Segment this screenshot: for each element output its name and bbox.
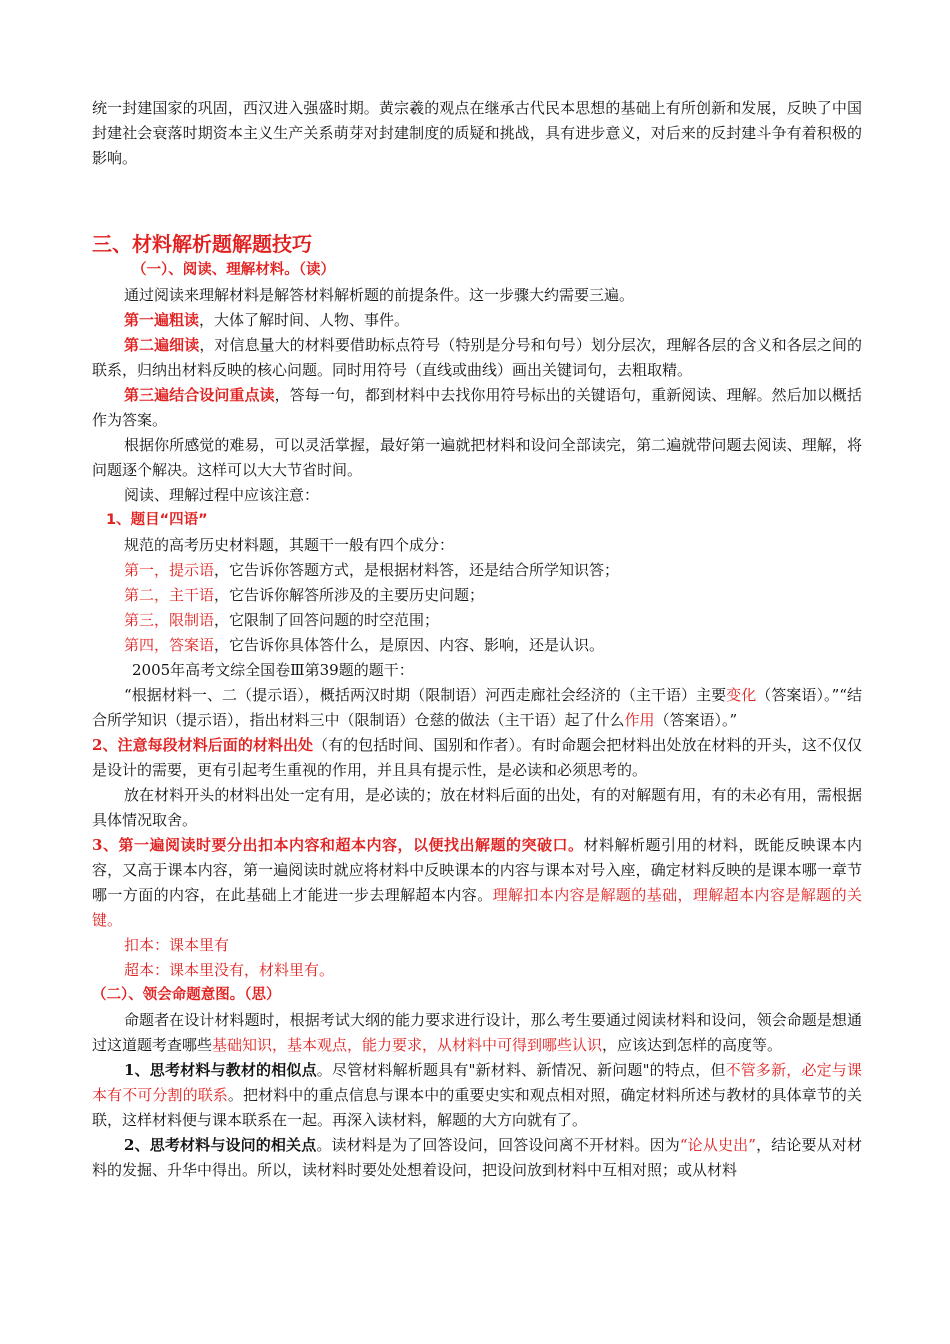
- thinking-intro: 命题者在设计材料题时，根据考试大纲的能力要求进行设计，那么考生要通过阅读材料和设问，领会命题是想通过这道题考查哪些基础知识，基本观点，能力要求，从材料中可得到哪些认识，应该达到怎样的高度等。: [92, 1011, 862, 1054]
- reading-notes-intro: 阅读、理解过程中应该注意：: [124, 486, 320, 504]
- example-title: 2005年高考文综全国卷Ⅲ第39题的题干：: [132, 661, 414, 679]
- four-phrases-label: 第一，提示语: [124, 561, 215, 579]
- four-phrases-label: 第三，限制语: [124, 611, 215, 629]
- four-phrases-label: 第四，答案语: [124, 636, 215, 654]
- point-2-detail: 放在材料开头的材料出处一定有用，是必读的；放在材料后面的出处，有的对解题有用，有的未必有用，需根据具体情况取舍。: [92, 786, 862, 829]
- four-phrases-item: 第四，答案语，它告诉你具体答什么，是原因、内容、影响，还是认识。: [124, 636, 605, 654]
- example-answer-word: 作用: [624, 711, 655, 729]
- reading-flexibility: 根据你所感觉的难易，可以灵活掌握，最好第一遍就把材料和设问全部读完，第二遍就带问题去阅读、理解，将问题逐个解决。这样可以大大节省时间。: [92, 436, 862, 479]
- read-pass-2: [92, 333, 862, 383]
- thinking-point-2-title: 2、思考材料与设问的相关点: [124, 1136, 317, 1154]
- four-phrases-item: 第三，限制语，它限制了回答问题的时空范围；: [124, 611, 440, 629]
- subheading-reading: （一）、阅读、理解材料。（读）: [132, 262, 335, 278]
- thinking-point-1: 1、思考材料与教材的相似点。尽管材料解析题具有"新材料、新情况、新问题"的特点，但不管多新，必定与课本有不可分割的联系。把材料中的重点信息与课本中的重要史实和观点相对照，确定材料所述与教材的具体章节的关联，这样材料便与课本联系在一起。再深入读材料，解题的大方向就有了。: [92, 1061, 862, 1129]
- read-pass-3: [92, 383, 862, 433]
- point-1-intro: 规范的高考历史材料题，其题干一般有四个成分：: [124, 536, 455, 554]
- four-phrases-label: 第二，主干语: [124, 586, 215, 604]
- read-pass-3-text: ，答每一句，都到材料中去找你用符号标出的关键语句，重新阅读、理解。然后加以概括作为答案。: [92, 386, 862, 429]
- point-3-key: 理解扣本内容是解题的基础，理解超本内容是解题的关键。: [92, 886, 862, 929]
- point-3: 3、第一遍阅读时要分出扣本内容和超本内容，以便找出解题的突破口。材料解析题引用的材料，既能反映课本内容，又高于课本内容，第一遍阅读时就应将材料中反映课本的内容与课本对号入座，确定材料反映的是课本哪一章节哪一方面的内容，在此基础上才能进一步去理解超本内容。理解扣本内容是解题的基础，理解超本内容是解题的关键。: [92, 836, 862, 929]
- intro-paragraph: 统一封建国家的巩固，西汉进入强盛时期。黄宗羲的观点在继承古代民本思想的基础上有所创新和发展，反映了中国封建社会衰落时期资本主义生产关系萌芽对封建制度的质疑和挑战，具有进步意义，对后来的反封建斗争有着积极的影响。: [92, 99, 862, 167]
- section-heading: 三、材料解析题解题技巧: [92, 232, 312, 256]
- kouben-definition: 扣本：课本里有: [124, 936, 230, 954]
- subheading-thinking: （二）、领会命题意图。（思）: [92, 987, 281, 1003]
- document-page: [92, 96, 862, 1183]
- read-pass-1: [92, 308, 862, 333]
- point-2-title: 2、注意每段材料后面的材料出处: [92, 736, 314, 754]
- read-pass-2-label: 第二遍细读: [124, 336, 200, 354]
- read-pass-2-text: ，对信息量大的材料要借助标点符号（特别是分号和句号）划分层次，理解各层的含义和各层之间的联系，归纳出材料反映的核心问题。同时用符号（直线或曲线）画出关键词句，去粗取精。: [92, 336, 862, 379]
- thinking-point-1-key: 不管多新，必定与课本有不可分割的联系: [92, 1061, 862, 1104]
- thinking-point-1-title: 1、思考材料与教材的相似点: [124, 1061, 317, 1079]
- thinking-point-2-key: “论从史出”: [679, 1136, 756, 1154]
- thinking-key: 基础知识，基本观点，能力要求，从材料中可得到哪些认识: [212, 1036, 603, 1054]
- four-phrases-item: 第一，提示语，它告诉你答题方式，是根据材料答，还是结合所学知识答；: [124, 561, 620, 579]
- thinking-point-2: 2、思考材料与设问的相关点。读材料是为了回答设问，回答设问离不开材料。因为“论从史出”，结论要从对材料的发掘、升华中得出。所以，读材料时要处处想着设问，把设问放到材料中互相对照；或从材料: [92, 1136, 862, 1179]
- reading-intro: 通过阅读来理解材料是解答材料解析题的前提条件。这一步骤大约需要三遍。: [124, 286, 635, 304]
- example-stem: “根据材料一、二（提示语），概括两汉时期（限制语）河西走廊社会经济的（主干语）主要变化（答案语）。”“结合所学知识（提示语），指出材料三中（限制语）仓慈的做法（主干语）起了什么作用（答案语）。”: [92, 686, 862, 729]
- read-pass-1-text: ，大体了解时间、人物、事件。: [199, 311, 410, 329]
- point-1-title: 1、题目“四语”: [106, 512, 208, 528]
- point-2: 2、注意每段材料后面的材料出处（有的包括时间、国别和作者）。有时命题会把材料出处放在材料的开头，这不仅仅是设计的需要，更有引起考生重视的作用，并且具有提示性，是必读和必须思考的。: [92, 736, 862, 779]
- chaoben-definition: 超本：课本里没有，材料里有。: [124, 961, 335, 979]
- read-pass-3-label: 第三遍结合设问重点读: [124, 386, 275, 404]
- four-phrases-item: 第二，主干语，它告诉你解答所涉及的主要历史问题；: [124, 586, 485, 604]
- point-3-title: 3、第一遍阅读时要分出扣本内容和超本内容，以便找出解题的突破口。: [92, 836, 584, 854]
- read-pass-1-label: 第一遍粗读: [124, 311, 200, 329]
- example-answer-word: 变化: [726, 686, 757, 704]
